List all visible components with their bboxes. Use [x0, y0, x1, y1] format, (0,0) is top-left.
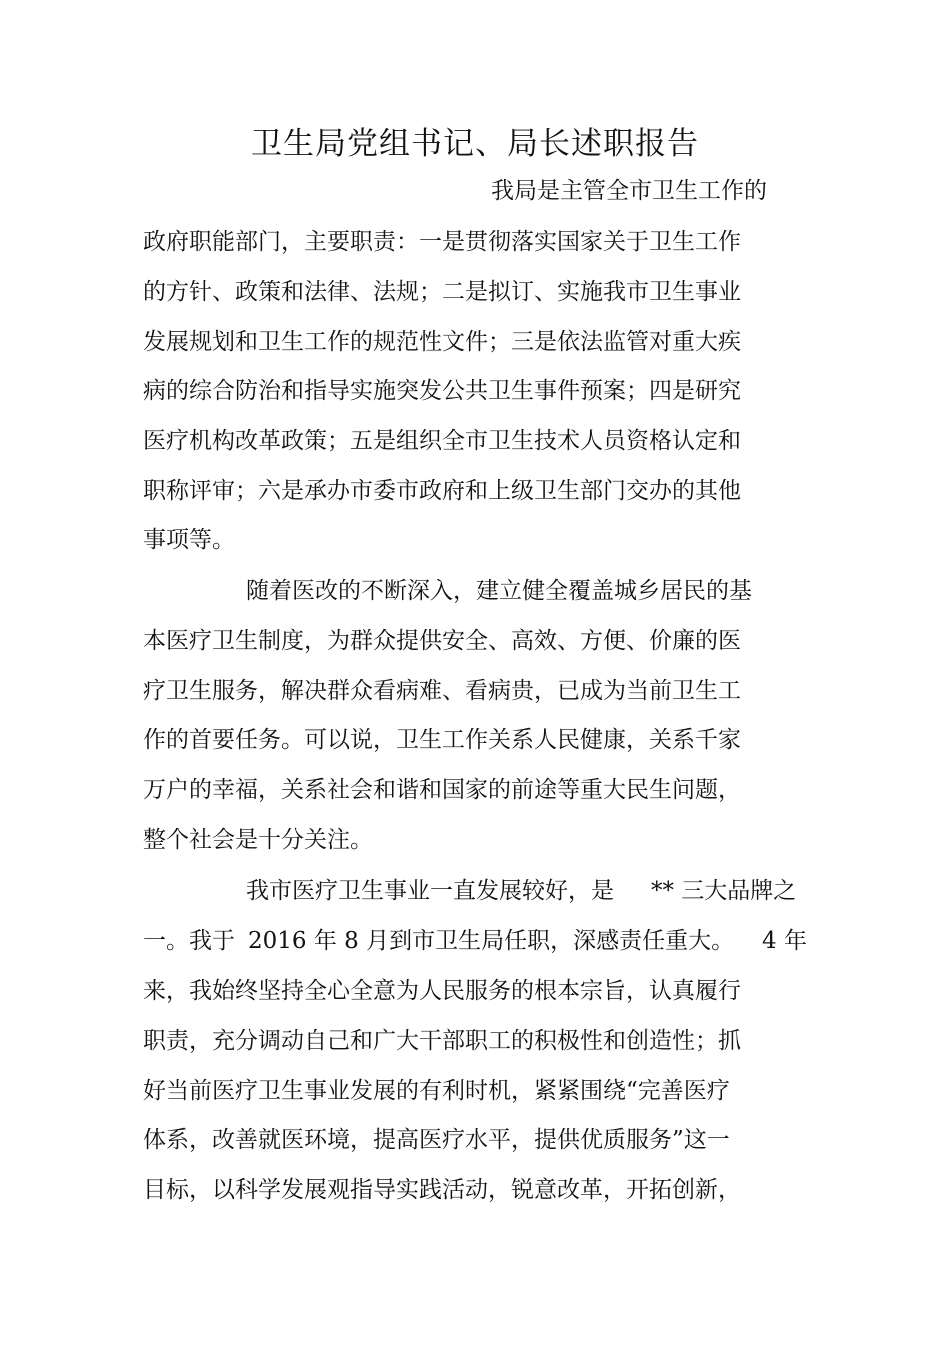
paragraph-2-line-5: 万户的幸福，关系社会和谐和国家的前途等重大民生问题，	[143, 777, 741, 803]
paragraph-3-line-6: 体系，改善就医环境，提高医疗水平，提供优质服务”这一	[143, 1127, 730, 1153]
paragraph-3-line-2a: 一。我于	[143, 928, 235, 954]
paragraph-1-line-2: 政府职能部门，主要职责：一是贯彻落实国家关于卫生工作	[143, 229, 741, 255]
paragraph-3-line-4: 职责，充分调动自己和广大干部职工的积极性和创造性；抓	[143, 1028, 741, 1054]
paragraph-1-line-6: 医疗机构改革政策；五是组织全市卫生技术人员资格认定和	[143, 428, 741, 454]
paragraph-1-line-8: 事项等。	[143, 527, 235, 553]
paragraph-2-line-1: 随着医改的不断深入，建立健全覆盖城乡居民的基	[246, 578, 752, 604]
paragraph-3-line-3: 来，我始终坚持全心全意为人民服务的根本宗旨，认真履行	[143, 978, 741, 1004]
paragraph-1-line-3: 的方针、政策和法律、法规；二是拟订、实施我市卫生事业	[143, 279, 741, 305]
paragraph-3-line-1b: ** 三大品牌之	[651, 878, 797, 904]
paragraph-3-line-5: 好当前医疗卫生事业发展的有利时机，紧紧围绕“完善医疗	[143, 1078, 730, 1104]
document-title: 卫生局党组书记、局长述职报告	[251, 126, 699, 162]
paragraph-2-line-6: 整个社会是十分关注。	[143, 827, 373, 853]
paragraph-3-line-1a: 我市医疗卫生事业一直发展较好，是	[246, 878, 614, 904]
paragraph-3-line-2c: 4 年	[762, 928, 807, 954]
paragraph-1-line-1: 我局是主管全市卫生工作的	[491, 178, 767, 204]
paragraph-3-line-2b: 2016 年 8 月到市卫生局任职，深感责任重大。	[248, 928, 735, 954]
paragraph-2-line-4: 作的首要任务。可以说，卫生工作关系人民健康，关系千家	[143, 727, 741, 753]
paragraph-3-line-7: 目标，以科学发展观指导实践活动，锐意改革，开拓创新，	[143, 1177, 741, 1203]
paragraph-2-line-2: 本医疗卫生制度，为群众提供安全、高效、方便、价廉的医	[143, 628, 741, 654]
paragraph-1-line-5: 病的综合防治和指导实施突发公共卫生事件预案；四是研究	[143, 378, 741, 404]
paragraph-2-line-3: 疗卫生服务，解决群众看病难、看病贵，已成为当前卫生工	[143, 678, 741, 704]
paragraph-1-line-7: 职称评审；六是承办市委市政府和上级卫生部门交办的其他	[143, 478, 741, 504]
paragraph-1-line-4: 发展规划和卫生工作的规范性文件；三是依法监管对重大疾	[143, 329, 741, 355]
